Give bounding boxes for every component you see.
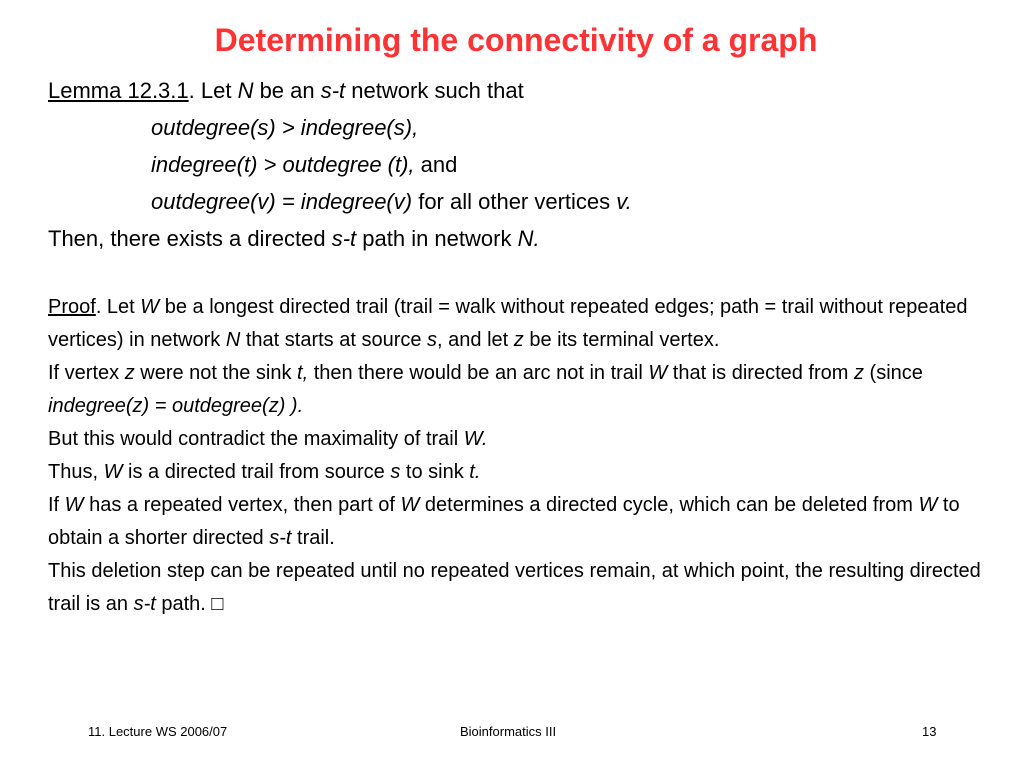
- lemma-text: outdegree(s) > indegree(s),: [151, 115, 419, 140]
- lemma-text: N: [237, 78, 254, 103]
- proof-paragraph-2: [48, 357, 988, 423]
- lemma-condition-3: [48, 183, 988, 220]
- proof-text: that starts at source: [240, 329, 428, 351]
- lemma-line-1: [48, 72, 988, 109]
- proof-text: W: [400, 494, 420, 516]
- proof-text: s: [427, 329, 438, 351]
- lemma-condition-2: [48, 146, 988, 183]
- proof-text: This deletion step can be repeated until no repeated vertices remain, at which point, the resulting directed trail is an: [48, 560, 981, 615]
- footer-lecture: 11. Lecture WS 2006/07: [88, 724, 228, 739]
- proof-text: If vertex: [48, 362, 125, 384]
- lemma-text: outdegree(v) = indegree(v): [151, 189, 413, 214]
- proof-text: z: [124, 362, 135, 384]
- proof-text: trail.: [291, 527, 335, 549]
- proof-text: be a longest directed trail (trail = walk without repeated edges; path = trail without repeated vertices) in network: [48, 296, 968, 351]
- proof-text: then there would be an arc not in trail: [308, 362, 649, 384]
- proof-text: z: [513, 329, 524, 351]
- proof-paragraph-6: [48, 555, 988, 621]
- lemma-text: path in network: [356, 226, 518, 251]
- proof-paragraph-1: [48, 291, 988, 357]
- proof-text: indegree(z) = outdegree(z) ).: [48, 395, 304, 417]
- proof-text: be its terminal vertex.: [523, 329, 720, 351]
- lemma-text: Then, there exists a directed: [48, 226, 332, 251]
- lemma-conclusion: [48, 220, 988, 257]
- proof-text: z: [854, 362, 864, 384]
- proof-text: t,: [297, 362, 309, 384]
- proof-text: t.: [469, 461, 481, 483]
- proof-text: W.: [463, 428, 488, 450]
- proof-text: But this would contradict the maximality of trail: [48, 428, 464, 450]
- proof-paragraph-3: [48, 423, 988, 456]
- lemma-text: s-t: [331, 226, 357, 251]
- proof-text: If: [48, 494, 65, 516]
- slide-title: Determining the connectivity of a graph: [214, 22, 818, 58]
- lemma-text: s-t: [320, 78, 346, 103]
- proof-text: W: [140, 296, 160, 318]
- lemma-text: for all other vertices: [412, 189, 617, 214]
- lemma-text: N.: [517, 226, 540, 251]
- proof-text: path. □: [155, 593, 224, 615]
- lemma-text: indegree(t) > outdegree (t),: [151, 152, 415, 177]
- proof-text: has a repeated vertex, then part of: [83, 494, 401, 516]
- lemma-text: v.: [616, 189, 632, 214]
- lemma-block: [48, 72, 988, 257]
- proof-text: W: [918, 494, 938, 516]
- proof-paragraph-5: [48, 489, 988, 555]
- footer-course: Bioinformatics III: [460, 724, 557, 739]
- proof-label: Proof: [48, 296, 96, 318]
- lemma-label: Lemma 12.3.1: [48, 78, 189, 103]
- lemma-text: network such that: [345, 78, 524, 103]
- proof-text: W: [64, 494, 84, 516]
- lemma-condition-1: [48, 109, 988, 146]
- proof-text: , and let: [437, 329, 514, 351]
- proof-text: W: [648, 362, 668, 384]
- proof-text: were not the sink: [134, 362, 298, 384]
- lemma-text: and: [414, 152, 458, 177]
- proof-text: (since: [864, 362, 923, 384]
- proof-text: that is directed from: [667, 362, 854, 384]
- proof-text: . Let: [95, 296, 141, 318]
- proof-text: is a directed trail from source: [122, 461, 391, 483]
- proof-text: to sink: [400, 461, 470, 483]
- lemma-text: . Let: [188, 78, 238, 103]
- proof-text: determines a directed cycle, which can be deleted from: [419, 494, 919, 516]
- proof-text: N: [225, 329, 241, 351]
- proof-text: s: [390, 461, 401, 483]
- proof-text: Thus,: [48, 461, 104, 483]
- lemma-text: be an: [253, 78, 321, 103]
- proof-text: s-t: [133, 593, 156, 615]
- proof-text: W: [103, 461, 123, 483]
- footer-page-number: 13: [922, 724, 937, 739]
- proof-paragraph-4: [48, 456, 988, 489]
- proof-text: to obtain a shorter directed: [48, 494, 960, 549]
- proof-text: s-t: [269, 527, 292, 549]
- proof-block: [48, 291, 988, 621]
